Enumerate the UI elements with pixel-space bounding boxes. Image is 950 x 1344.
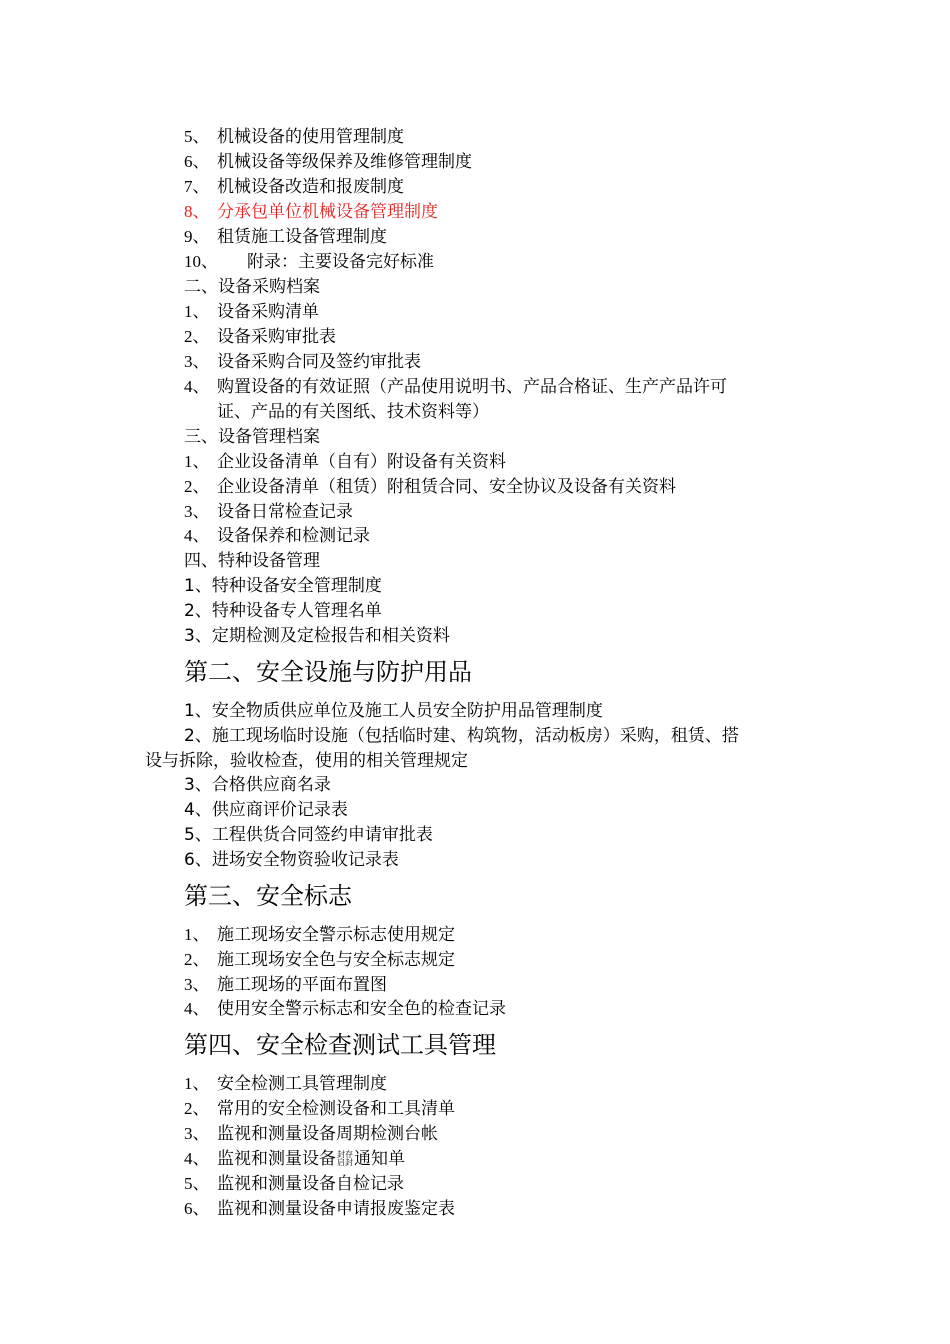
list-item: 1、安全物质供应单位及施工人员安全防护用品管理制度 (184, 701, 603, 721)
item-text: 证、产品的有关图纸、技术资料等） (217, 402, 489, 422)
list-item: 2、施工现场临时设施（包括临时建、构筑物，活动板房）采购，租赁、搭 (184, 726, 739, 746)
item-number: 3、 (184, 975, 210, 994)
item-text: 企业设备清单（自有）附设备有关资料 (217, 452, 506, 472)
item-text: 监视和测量设备申请报废鉴定表 (217, 1199, 455, 1219)
item-number: 8、 (184, 202, 210, 221)
item-number: 3、 (184, 352, 210, 371)
list-item: 3、定期检测及定检报告和相关资料 (184, 626, 450, 646)
item-number: 1、 (184, 1074, 210, 1093)
item-text: 租赁施工设备管理制度 (217, 227, 387, 247)
item-number: 7、 (184, 177, 210, 196)
list-item: 2、特种设备专人管理名单 (184, 601, 382, 621)
item-text: 监视和测量设备周期检测台帐 (217, 1124, 438, 1144)
item-text: 常用的安全检测设备和工具清单 (217, 1099, 455, 1119)
item-number: 4、 (184, 377, 210, 396)
item-number: 3、 (184, 1124, 210, 1143)
item-text (217, 1149, 405, 1169)
item-text: 机械设备等级保养及维修管理制度 (217, 152, 472, 172)
item-number: 6、 (184, 152, 210, 171)
item-text-main: 监视和测量设备 (217, 1149, 336, 1169)
item-text: 监视和测量设备自检记录 (217, 1174, 404, 1194)
item-text: 附录：主要设备完好标准 (247, 252, 434, 272)
section-heading: 第三、安全标志 (184, 882, 352, 910)
item-number: 3、 (184, 502, 210, 521)
item-number: 10、 (184, 252, 218, 271)
section-heading: 第四、安全检查测试工具管理 (184, 1031, 496, 1059)
subsection-title: 四、特种设备管理 (184, 551, 320, 571)
section-heading: 第二、安全设施与防护用品 (184, 658, 472, 686)
list-item: 6、进场安全物资验收记录表 (184, 850, 399, 870)
item-number: 9、 (184, 227, 210, 246)
item-text: 施工现场的平面布置图 (217, 975, 387, 995)
subsection-title: 二、设备采购档案 (184, 277, 320, 297)
list-item: 1、特种设备安全管理制度 (184, 576, 382, 596)
item-text: 设备采购审批表 (217, 327, 336, 347)
item-text: 设备采购清单 (217, 302, 319, 322)
item-number: 4、 (184, 999, 210, 1018)
list-item: 4、供应商评价记录表 (184, 800, 348, 820)
item-text-after: 通知单 (354, 1149, 405, 1169)
item-number: 1、 (184, 925, 210, 944)
item-text: 机械设备改造和报废制度 (217, 177, 404, 197)
item-number: 4、 (184, 526, 210, 545)
item-text: 机械设备的使用管理制度 (217, 127, 404, 147)
item-text: 分承包单位机械设备管理制度 (217, 202, 438, 222)
item-number: 5、 (184, 1174, 210, 1193)
item-number: 5、 (184, 127, 210, 146)
item-text: 设备保养和检测记录 (217, 526, 370, 546)
stacked-annotation (337, 1151, 353, 1167)
stack-top-text: 封存 (337, 1150, 353, 1159)
item-number: 2、 (184, 477, 210, 496)
item-number: 1、 (184, 452, 210, 471)
list-item: 5、工程供货合同签约申请审批表 (184, 825, 433, 845)
subsection-title: 三、设备管理档案 (184, 427, 320, 447)
item-text: 施工现场安全警示标志使用规定 (217, 925, 455, 945)
item-number: 2、 (184, 1099, 210, 1118)
item-text: 设备日常检查记录 (217, 502, 353, 522)
list-item: 3、合格供应商名录 (184, 775, 331, 795)
item-text: 企业设备清单（租赁）附租赁合同、安全协议及设备有关资料 (217, 477, 676, 497)
item-number: 6、 (184, 1199, 210, 1218)
item-number: 2、 (184, 327, 210, 346)
item-text: 购置设备的有效证照（产品使用说明书、产品合格证、生产产品许可 (217, 377, 727, 397)
item-number: 2、 (184, 950, 210, 969)
item-text: 施工现场安全色与安全标志规定 (217, 950, 455, 970)
list-item-continuation: 设与拆除，验收检查，使用的相关管理规定 (145, 751, 468, 771)
item-number: 4、 (184, 1149, 210, 1168)
item-text: 设备采购合同及签约审批表 (217, 352, 421, 372)
item-text: 使用安全警示标志和安全色的检查记录 (217, 999, 506, 1019)
stack-bottom-text: 启封 (337, 1158, 353, 1167)
item-text: 安全检测工具管理制度 (217, 1074, 387, 1094)
item-number: 1、 (184, 302, 210, 321)
